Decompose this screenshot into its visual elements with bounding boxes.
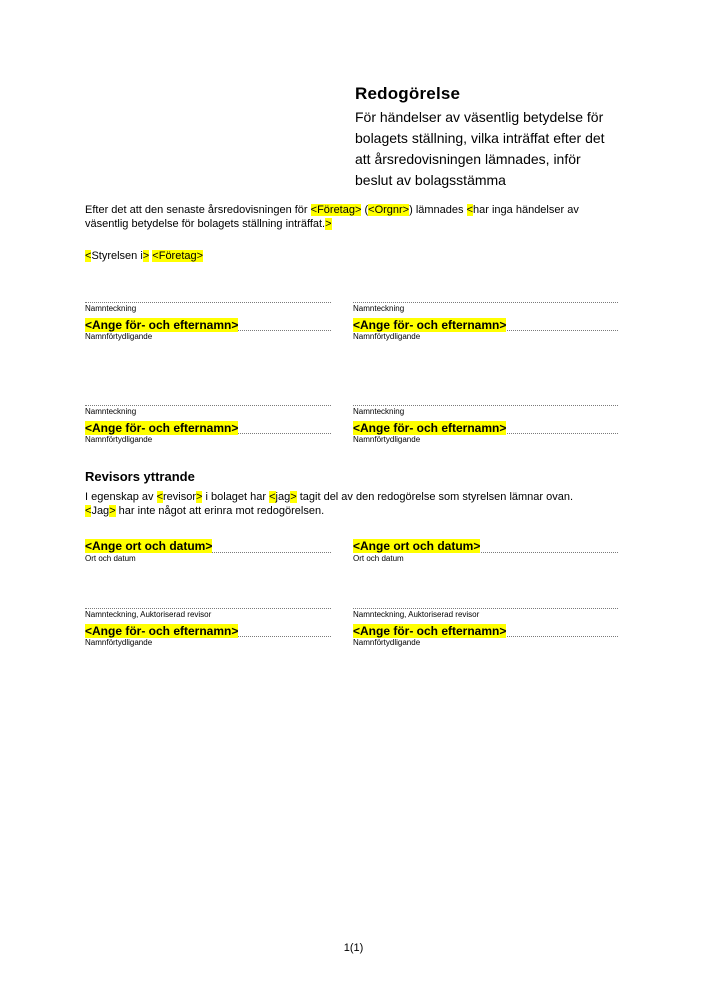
location-date-placeholder-field[interactable]: <Ange ort och datum> xyxy=(353,539,481,553)
document-subtitle-line: bolagets ställning, vilka inträffat efter det xyxy=(355,130,605,146)
text-segment: har inga händelser av xyxy=(473,204,579,216)
placeholder-segment[interactable]: < xyxy=(85,504,92,517)
placeholder-segment[interactable]: <Företag> xyxy=(152,250,204,262)
name-placeholder-field[interactable]: <Ange för- och efternamn> xyxy=(353,624,507,638)
placeholder-segment[interactable]: > xyxy=(325,217,332,230)
text-segment: i bolaget har xyxy=(202,491,270,503)
location-date-label: Ort och datum xyxy=(85,554,136,563)
placeholder-segment[interactable]: < xyxy=(85,250,92,262)
auditor-line xyxy=(85,491,573,505)
signature-block-board-4 xyxy=(353,405,618,445)
text-segment: Styrelsen i xyxy=(91,250,143,262)
signature-label: Namnteckning xyxy=(85,304,137,313)
auditor-signature-label: Namnteckning, Auktoriserad revisor xyxy=(353,610,480,619)
name-clarification-label: Namnförtydligande xyxy=(353,435,421,444)
text-segment: har inte något att erinra mot redogörelsen. xyxy=(115,504,325,517)
text-segment: väsentlig betydelse för bolagets ställning inträffat. xyxy=(85,217,326,230)
document-subtitle-line: att årsredovisningen lämnades, inför xyxy=(355,151,581,167)
name-placeholder-field[interactable]: <Ange för- och efternamn> xyxy=(353,421,507,435)
signature-label: Namnteckning xyxy=(85,407,137,416)
auditor-signature-label: Namnteckning, Auktoriserad revisor xyxy=(85,610,212,619)
location-date-block-2 xyxy=(353,537,618,564)
placeholder-segment[interactable]: < xyxy=(466,204,474,216)
document-subtitle-line: För händelser av väsentlig betydelse för xyxy=(355,109,604,125)
placeholder-segment[interactable]: <Orgnr> xyxy=(368,204,410,216)
document-subtitle-line: beslut av bolagsstämma xyxy=(355,172,506,188)
location-date-placeholder-field[interactable]: <Ange ort och datum> xyxy=(85,539,213,553)
text-segment: Efter det att den senaste årsredovisningen för xyxy=(85,204,311,216)
intro-line xyxy=(85,218,579,232)
name-clarification-label: Namnförtydligande xyxy=(85,435,153,444)
placeholder-segment[interactable]: > xyxy=(142,250,150,262)
name-clarification-label: Namnförtydligande xyxy=(85,638,153,647)
auditor-section-heading: Revisors yttrande xyxy=(85,469,195,484)
placeholder-segment[interactable]: < xyxy=(156,491,163,503)
text-segment: revisor xyxy=(163,491,197,503)
name-clarification-label: Namnförtydligande xyxy=(353,638,421,647)
text-segment: I egenskap av xyxy=(85,491,157,503)
intro-paragraph xyxy=(85,204,579,231)
placeholder-segment[interactable]: < xyxy=(269,491,276,503)
auditor-line xyxy=(85,505,573,519)
text-segment: tagit del av den redogörelse som styrelsen lämnar ovan. xyxy=(296,491,574,503)
signature-block-board-1 xyxy=(85,302,331,342)
text-segment: jag xyxy=(275,491,291,503)
signature-block-board-3 xyxy=(85,405,331,445)
placeholder-segment[interactable]: > xyxy=(290,491,297,503)
signature-block-board-2 xyxy=(353,302,618,342)
placeholder-segment[interactable]: <Företag> xyxy=(310,204,362,216)
page-number: 1(1) xyxy=(343,942,364,954)
name-clarification-label: Namnförtydligande xyxy=(85,332,153,341)
intro-line xyxy=(85,204,579,218)
location-date-label: Ort och datum xyxy=(353,554,404,563)
document-title: Redogörelse xyxy=(355,84,461,103)
text-segment: Jag xyxy=(91,504,110,517)
location-date-block-1 xyxy=(85,537,331,564)
document-header xyxy=(355,84,655,191)
auditor-paragraph xyxy=(85,491,573,518)
signature-label: Namnteckning xyxy=(353,407,405,416)
text-segment: ( xyxy=(361,204,369,216)
signature-block-auditor-2 xyxy=(353,608,618,648)
text-segment: ) lämnades xyxy=(409,204,467,216)
name-placeholder-field[interactable]: <Ange för- och efternamn> xyxy=(85,421,239,435)
name-placeholder-field[interactable]: <Ange för- och efternamn> xyxy=(353,318,507,332)
styrelsen-line xyxy=(85,250,203,264)
name-placeholder-field[interactable]: <Ange för- och efternamn> xyxy=(85,624,239,638)
placeholder-segment[interactable]: > xyxy=(109,504,116,517)
placeholder-segment[interactable]: > xyxy=(196,491,203,503)
signature-block-auditor-1 xyxy=(85,608,331,648)
signature-label: Namnteckning xyxy=(353,304,405,313)
styrelsen-segments xyxy=(85,250,203,264)
name-clarification-label: Namnförtydligande xyxy=(353,332,421,341)
name-placeholder-field[interactable]: <Ange för- och efternamn> xyxy=(85,318,239,332)
